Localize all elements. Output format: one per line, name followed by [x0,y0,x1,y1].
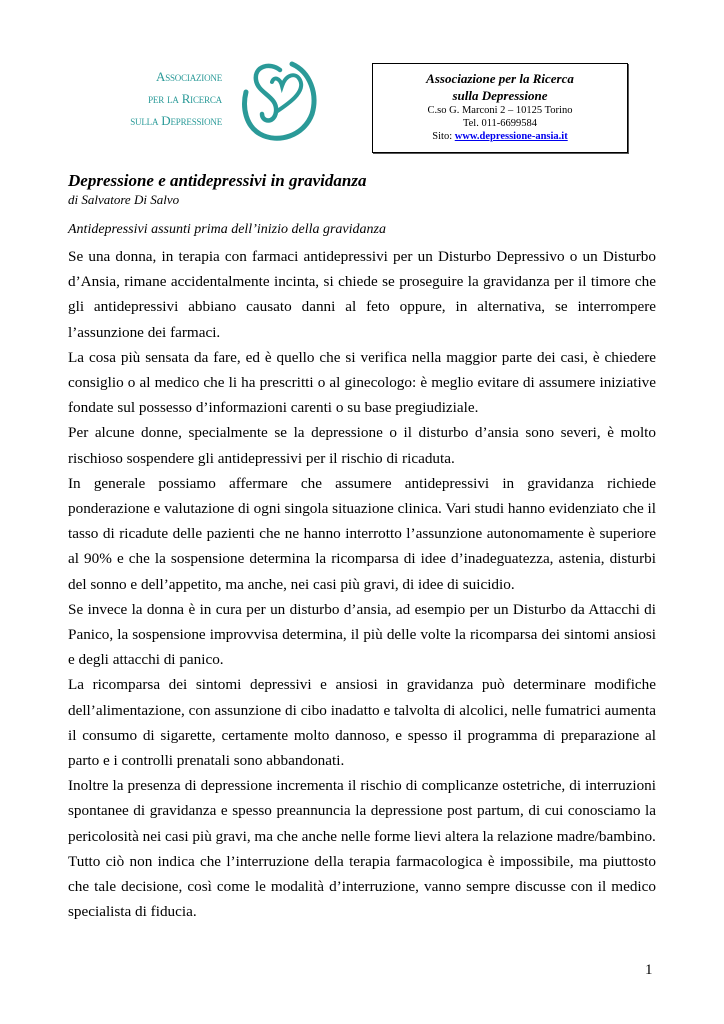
info-address: C.so G. Marconi 2 – 10125 Torino [427,105,573,116]
article-author: di Salvatore Di Salvo [68,192,180,207]
paragraph: Se una donna, in terapia con farmaci antidepressivi per un Disturbo Depressivo o un Disturbo d’Ansia, rimane accidentalmente incinta, si chiede se proseguire la gravidanza per il timore che gli antidepressivi abbiano causato danni al feto oppure, in alternativa, se interrompere l’assunzione dei farmaci. [68,248,656,341]
logo-line: per la Ricerca [148,91,222,106]
article [68,170,656,924]
section-heading: Antidepressivi assunti prima dell’inizio della gravidanza [68,222,386,237]
paragraph: Per alcune donne, specialmente se la depressione o il disturbo d’ansia sono severi, è molto rischioso sospendere gli antidepressivi per il rischio di ricaduta. [68,424,656,467]
logo-line: Associazione [156,69,222,84]
paragraph: Tutto ciò non indica che l’interruzione della terapia farmacologica è impossibile, ma piuttosto che tale decisione, così come le modalità d’interruzione, vanno sempre discusse con il medico specialista di fiducia. [68,852,656,921]
website-link[interactable]: www.depressione-ansia.it [454,131,568,142]
info-title-line: sulla Depressione [452,88,548,103]
paragraph: In generale possiamo affermare che assumere antidepressivi in gravidanza richiede ponderazione e valutazione di ogni singola situazione clinica. Vari studi hanno evidenziato che il tasso di ricadute delle pazienti che ne hanno interrotto l’assunzione autonomamente è superiore al 90% e che la sospensione determina la ricomparsa di idee d’inadeguatezza, astenia, disturbi del sonno e dell’appetito, ma anche, nei casi più gravi, di idee di suicidio. [68,474,656,593]
paragraph: La ricomparsa dei sintomi depressivi e ansiosi in gravidanza può determinare modifiche dell’alimentazione, con assunzione di cibo inadatto e talvolta di alcolici, nelle fumatrici aumenta il consumo di sigarette, certamente molto dannoso, e spesso il programma di preparazione al parto e i controlli prenatali sono abbandonati. [68,676,656,770]
association-info-box [372,63,628,153]
page-number: 1 [645,962,653,978]
association-logo [90,58,320,148]
logo-text [90,66,222,132]
info-phone: Tel. 011-6699584 [462,118,538,129]
paragraph: La cosa più sensata da fare, ed è quello che si verifica nella maggior parte dei casi, è chiedere consiglio o al medico che li ha prescritti o al ginecologo: è meglio evitare di assumere iniziative fondate sul possesso d’informazioni carenti o su base pregiudiziale. [68,348,656,417]
logo-line: sulla Depressione [130,113,222,128]
paragraph: Se invece la donna è in cura per un disturbo d’ansia, ad esempio per un Disturbo da Attacchi di Panico, la sospensione improvvisa determina, il più delle volte la ricomparsa dei sintomi ansiosi e degli attacchi di panico. [68,600,656,669]
info-title-line: Associazione per la Ricerca [426,71,574,86]
site-label: Sito: [432,131,455,142]
info-box-title [373,70,627,104]
heart-swirl-logo-icon [240,58,320,144]
article-title: Depressione e antidepressivi in gravidanza [68,171,367,190]
paragraph: Inoltre la presenza di depressione incrementa il rischio di complicanze ostetriche, di interruzioni spontanee di gravidanza e spesso preannuncia la depressione post partum, di cui conosciamo la pericolosità nei casi più gravi, ma che anche nelle forme lievi altera la relazione madre/bambino. [68,777,656,845]
info-site [373,130,627,143]
